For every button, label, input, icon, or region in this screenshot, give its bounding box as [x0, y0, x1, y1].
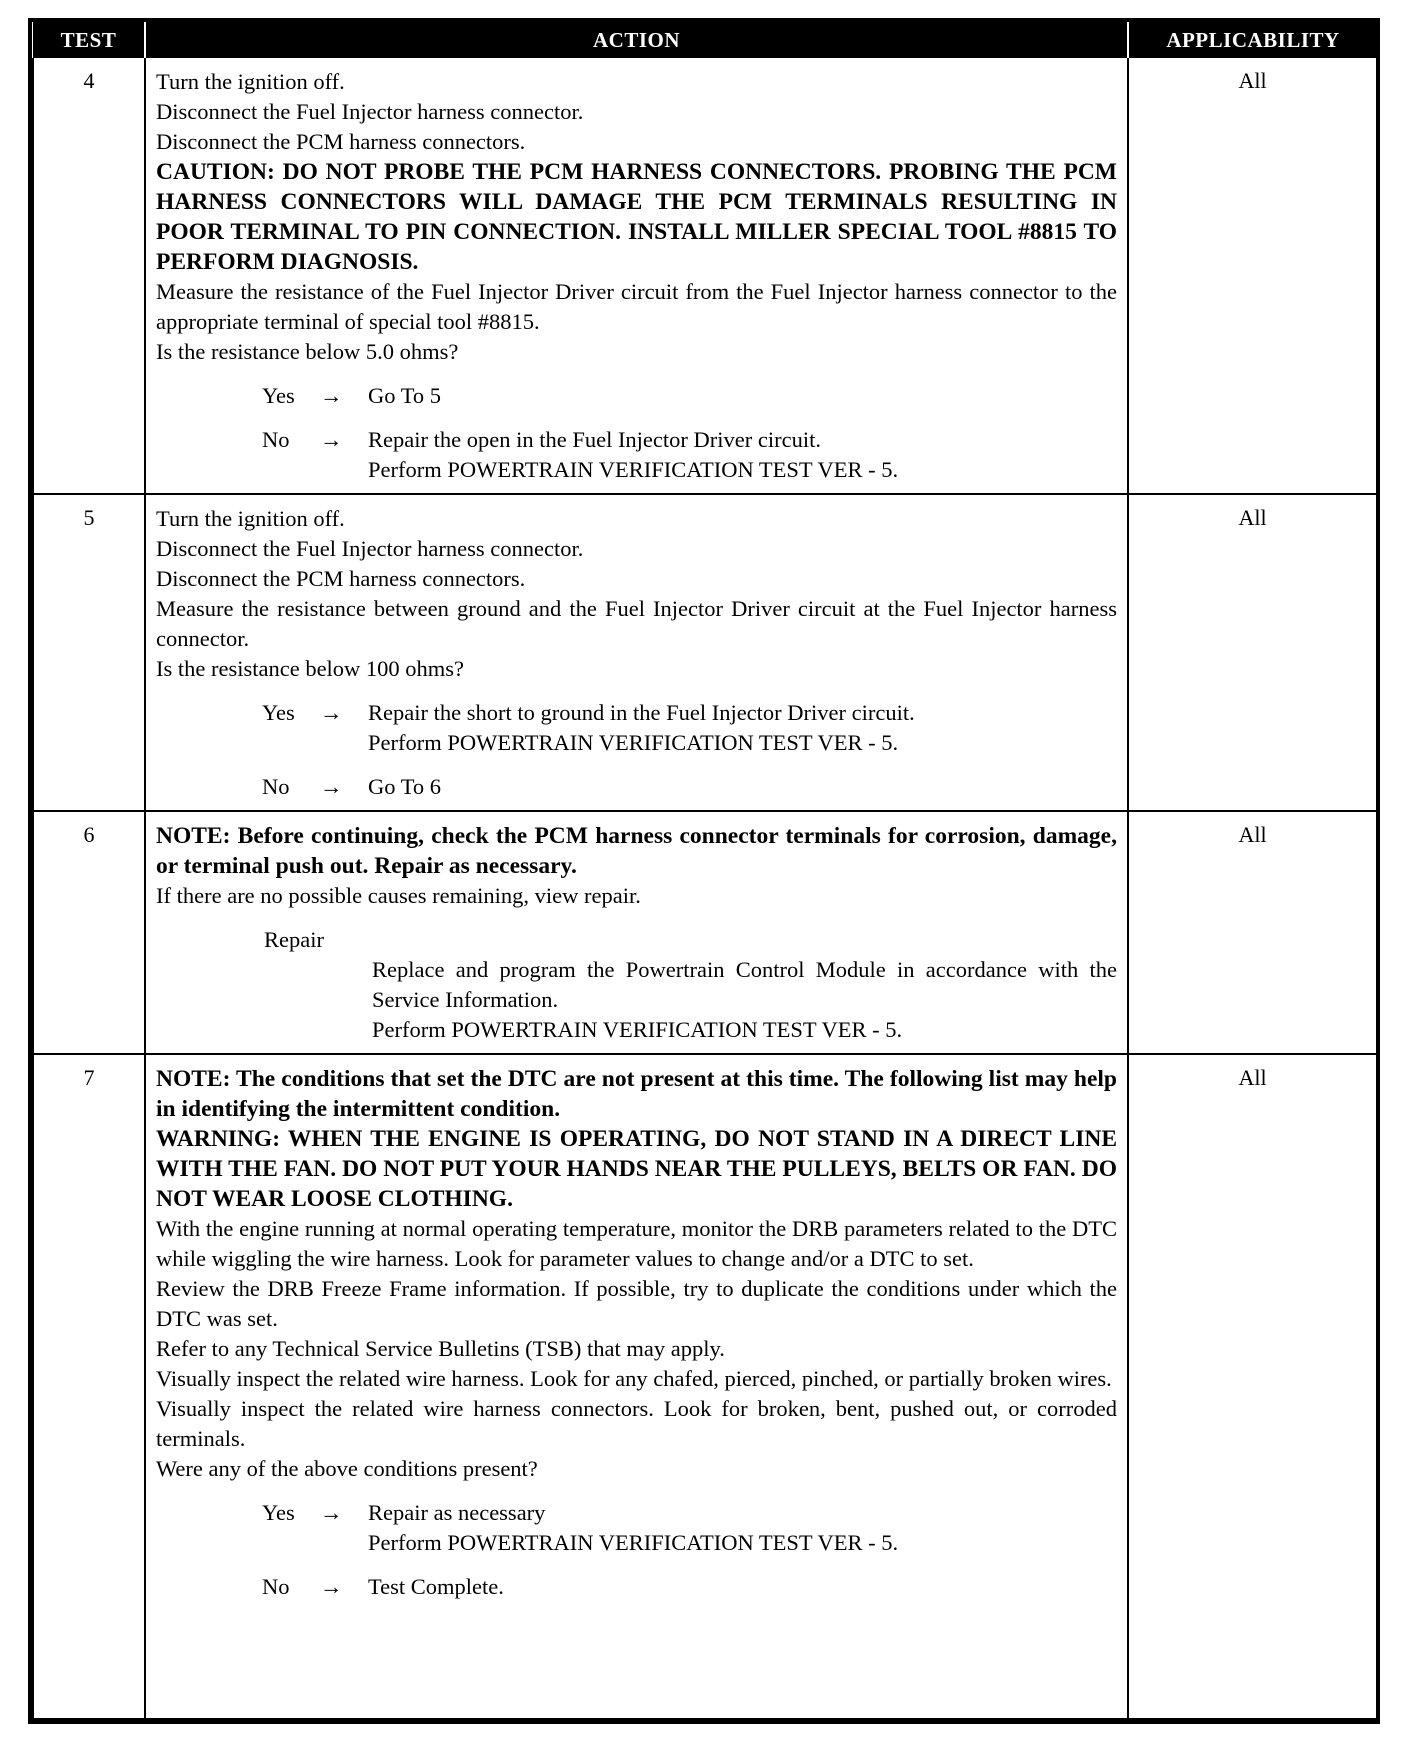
yes-result-line: Perform POWERTRAIN VERIFICATION TEST VER - 5.	[368, 1530, 899, 1555]
test-number: 6	[33, 811, 145, 1054]
arrow-right-icon: →	[320, 1500, 343, 1525]
action-cell	[145, 494, 1128, 811]
caution-text: CAUTION: DO NOT PROBE THE PCM HARNESS CONNECTORS. PROBING THE PCM HARNESS CONNECTORS WILL DAMAGE THE PCM TERMINALS RESULTING IN POOR TERMINAL TO PIN CONNECTION. INSTALL MILLER SPECIAL TOOL #8815 TO PERFORM DIAGNOSIS.	[156, 159, 1117, 275]
no-result-line: Repair the open in the Fuel Injector Driver circuit.	[368, 427, 821, 452]
applicability-value: All	[1128, 58, 1377, 494]
note-text: NOTE: Before continuing, check the PCM harness connector terminals for corrosion, damage, or terminal push out. Repair as necessary.	[156, 823, 1117, 879]
table-row-test-7	[33, 1054, 1377, 1719]
step: Turn the ignition off.	[156, 506, 345, 531]
arrow-right-icon: →	[320, 774, 343, 799]
measure-step: Measure the resistance of the Fuel Injector Driver circuit from the Fuel Injector harness connector to the appropriate terminal of special tool #8815.	[156, 279, 1117, 334]
step: Disconnect the Fuel Injector harness connector.	[156, 536, 584, 561]
no-result	[368, 425, 1117, 485]
header-applicability: APPLICABILITY	[1128, 22, 1377, 58]
table-row-test-4	[33, 58, 1377, 494]
yes-result-line: Repair the short to ground in the Fuel Injector Driver circuit.	[368, 700, 915, 725]
repair-instructions	[372, 955, 1117, 1045]
step: Disconnect the PCM harness connectors.	[156, 129, 526, 154]
diagnostic-test-table	[32, 22, 1378, 1720]
arrow-right-icon: →	[320, 383, 343, 408]
yes-result-line: Repair as necessary	[368, 1500, 546, 1525]
repair-response	[264, 925, 1117, 1045]
yes-response	[262, 1498, 1117, 1558]
no-response	[262, 772, 1117, 802]
table-header-row	[33, 22, 1377, 58]
header-test: TEST	[33, 22, 145, 58]
test-number: 4	[33, 58, 145, 494]
action-cell	[145, 1054, 1128, 1719]
yes-label: Yes	[262, 1500, 295, 1525]
repair-line: Perform POWERTRAIN VERIFICATION TEST VER - 5.	[372, 1017, 903, 1042]
warning-text: WARNING: WHEN THE ENGINE IS OPERATING, DO NOT STAND IN A DIRECT LINE WITH THE FAN. DO NOT PUT YOUR HANDS NEAR THE PULLEYS, BELTS OR FAN. DO NOT WEAR LOOSE CLOTHING.	[156, 1126, 1117, 1212]
step: Review the DRB Freeze Frame information. If possible, try to duplicate the conditions under which the DTC was set.	[156, 1276, 1117, 1331]
step: Turn the ignition off.	[156, 69, 345, 94]
no-label: No	[262, 1574, 290, 1599]
applicability-value: All	[1128, 811, 1377, 1054]
question: Is the resistance below 100 ohms?	[156, 656, 465, 681]
no-response	[262, 425, 1117, 485]
applicability-value: All	[1128, 494, 1377, 811]
repair-label: Repair	[264, 927, 324, 952]
no-result: Test Complete.	[368, 1574, 504, 1599]
step: Visually inspect the related wire harness. Look for any chafed, pierced, pinched, or partially broken wires.	[156, 1366, 1112, 1391]
step: Refer to any Technical Service Bulletins (TSB) that may apply.	[156, 1336, 725, 1361]
action-cell	[145, 58, 1128, 494]
diagnostic-table-page	[28, 18, 1380, 1724]
table-row-test-5	[33, 494, 1377, 811]
repair-line: Replace and program the Powertrain Control Module in accordance with the Service Information.	[372, 957, 1117, 1012]
note-text: NOTE: The conditions that set the DTC are not present at this time. The following list may help in identifying the intermittent condition.	[156, 1066, 1117, 1122]
yes-result-line: Perform POWERTRAIN VERIFICATION TEST VER - 5.	[368, 730, 899, 755]
yes-label: Yes	[262, 383, 295, 408]
step: Visually inspect the related wire harness connectors. Look for broken, bent, pushed out, or corroded terminals.	[156, 1396, 1117, 1451]
question: Were any of the above conditions present?	[156, 1456, 538, 1481]
yes-result	[368, 698, 1117, 758]
no-label: No	[262, 774, 290, 799]
no-result: Go To 6	[368, 774, 442, 799]
question: Is the resistance below 5.0 ohms?	[156, 339, 459, 364]
step: With the engine running at normal operating temperature, monitor the DRB parameters related to the DTC while wiggling the wire harness. Look for parameter values to change and/or a DTC to set.	[156, 1216, 1117, 1271]
yes-label: Yes	[262, 700, 295, 725]
no-result-line: Perform POWERTRAIN VERIFICATION TEST VER - 5.	[368, 457, 899, 482]
step: Disconnect the PCM harness connectors.	[156, 566, 526, 591]
no-label: No	[262, 427, 290, 452]
arrow-right-icon: →	[320, 427, 343, 452]
yes-response	[262, 381, 1117, 411]
arrow-right-icon: →	[320, 1574, 343, 1599]
applicability-value: All	[1128, 1054, 1377, 1719]
yes-result	[368, 1498, 1117, 1558]
test-number: 5	[33, 494, 145, 811]
table-row-test-6	[33, 811, 1377, 1054]
test-number: 7	[33, 1054, 145, 1719]
arrow-right-icon: →	[320, 700, 343, 725]
action-cell	[145, 811, 1128, 1054]
yes-response	[262, 698, 1117, 758]
measure-step: Measure the resistance between ground and the Fuel Injector Driver circuit at the Fuel Injector harness connector.	[156, 596, 1117, 651]
step: If there are no possible causes remaining, view repair.	[156, 883, 641, 908]
step: Disconnect the Fuel Injector harness connector.	[156, 99, 584, 124]
no-response	[262, 1572, 1117, 1602]
header-action: ACTION	[145, 22, 1128, 58]
yes-result: Go To 5	[368, 383, 442, 408]
